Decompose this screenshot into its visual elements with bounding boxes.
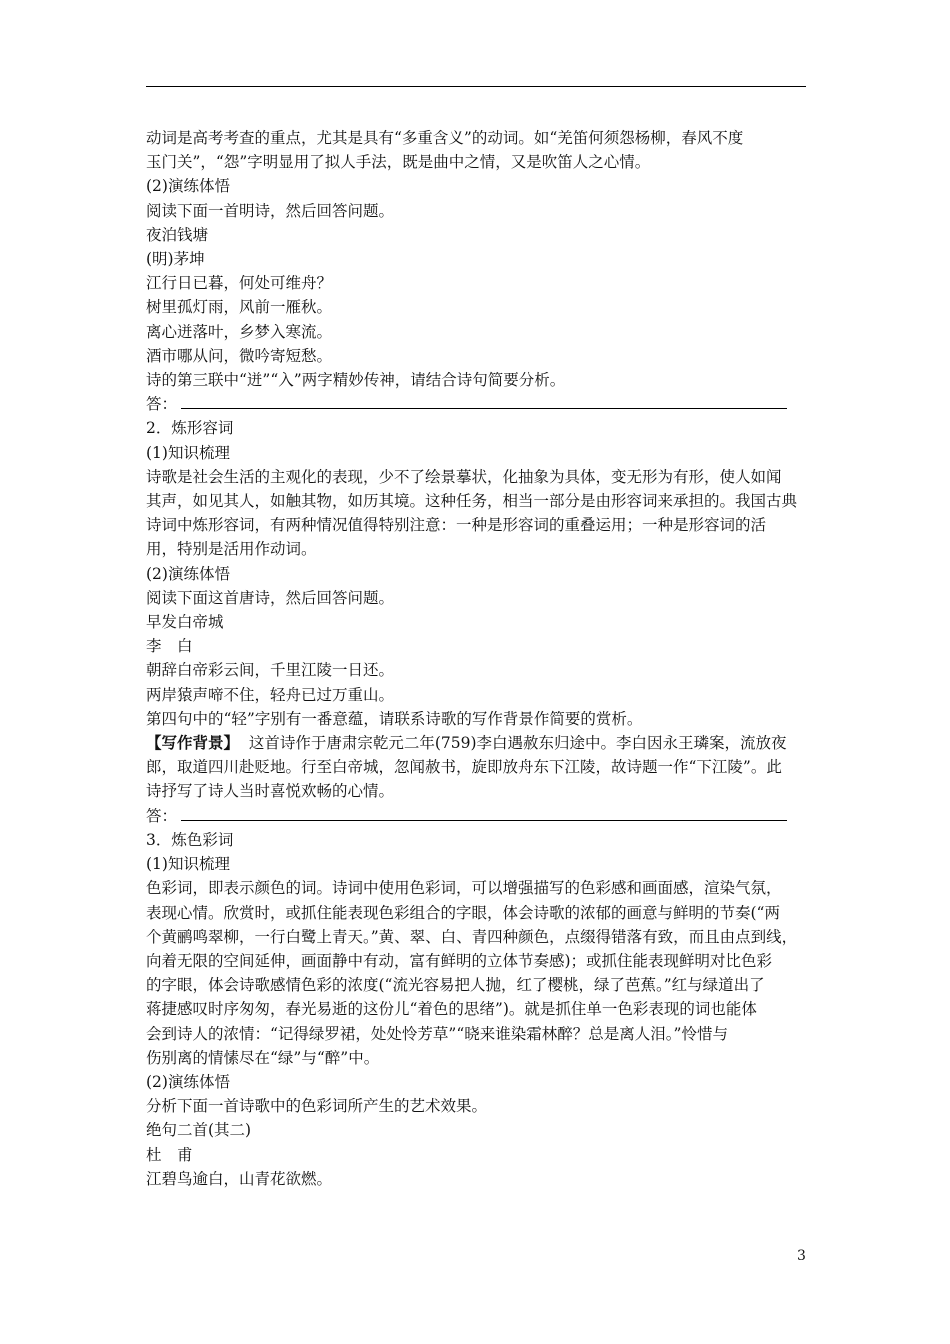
- section-subheading: (1)知识梳理: [146, 855, 230, 874]
- poem-line: 酒市哪从问，微吟寄短愁。: [146, 346, 333, 365]
- header-rule: [146, 86, 806, 87]
- paragraph-line: 伤别离的情愫尽在“绿”与“醉”中。: [146, 1048, 380, 1067]
- answer-blank[interactable]: [181, 393, 787, 409]
- poem-line: 朝辞白帝彩云间，千里江陵一日还。: [146, 661, 395, 680]
- page-body: [146, 126, 808, 1191]
- paragraph-line: 个黄鹂鸣翠柳，一行白鹭上青天。”黄、翠、白、青四种颜色，点缀得错落有致，而且由点到线，: [146, 927, 798, 946]
- poem-line: 树里孤灯雨，风前一雁秋。: [146, 298, 333, 317]
- paragraph-line: 表现心情。欣赏时，或抓住能表现色彩组合的字眼，体会诗歌的浓郁的画意与鲜明的节奏(“两: [146, 903, 780, 922]
- page-number: 3: [797, 1248, 806, 1264]
- paragraph-line: 的字眼，体会诗歌感情色彩的浓度(“流光容易把人抛，红了樱桃，绿了芭蕉。”红与绿道出了: [146, 976, 765, 995]
- paragraph-line: 蒋捷感叹时序匆匆，春光易逝的这份儿“着色的思绪”)。就是抓住单一色彩表现的词也能体: [146, 1000, 757, 1019]
- background-line: 诗抒写了诗人当时喜悦欢畅的心情。: [146, 782, 395, 801]
- poem-title: 早发白帝城: [146, 613, 224, 632]
- background-line: [146, 731, 808, 755]
- poem-line: 江行日已暮，何处可维舟？: [146, 274, 333, 293]
- paragraph-line: 其声，如见其人，如触其物，如历其境。这种任务，相当一部分是由形容词来承担的。我国古典: [146, 492, 798, 511]
- instruction-text: 阅读下面这首唐诗，然后回答问题。: [146, 588, 395, 607]
- poem-title: 夜泊钱塘: [146, 225, 209, 244]
- section-heading: 3．炼色彩词: [146, 830, 234, 849]
- section-subheading: (2)演练体悟: [146, 1072, 230, 1091]
- section-subheading: (2)演练体悟: [146, 564, 230, 583]
- paragraph-line: 诗词中炼形容词，有两种情况值得特别注意：一种是形容词的重叠运用；一种是形容词的活: [146, 516, 767, 535]
- question-text: 诗的第三联中“迸”“入”两字精妙传神，请结合诗句简要分析。: [146, 371, 566, 390]
- poem-line: 两岸猿声啼不住，轻舟已过万重山。: [146, 685, 395, 704]
- paragraph-line: 色彩词，即表示颜色的词。诗词中使用色彩词，可以增强描写的色彩感和画面感，渲染气氛，: [146, 879, 782, 898]
- answer-line: [146, 804, 808, 828]
- poem-author: 李 白: [146, 637, 193, 656]
- answer-label: 答：: [146, 806, 178, 825]
- background-line: 郎，取道四川赴贬地。行至白帝城，忽闻赦书，旋即放舟东下江陵，故诗题一作“下江陵”。此: [146, 758, 782, 777]
- section-subheading: (1)知识梳理: [146, 443, 230, 462]
- poem-title: 绝句二首(其二): [146, 1121, 252, 1140]
- poem-author: 杜 甫: [146, 1145, 193, 1164]
- poem-author: (明)茅坤: [146, 250, 205, 269]
- paragraph-line: 动词是高考考查的重点，尤其是具有“多重含义”的动词。如“羌笛何须怨杨柳，春风不度: [146, 129, 744, 147]
- answer-label: 答：: [146, 395, 178, 414]
- answer-line: [146, 392, 808, 416]
- paragraph-line: 玉门关”，“怨”字明显用了拟人手法，既是曲中之情，又是吹笛人之心情。: [146, 153, 651, 172]
- paragraph-line: 会到诗人的浓情：“记得绿罗裙，处处怜芳草”“晓来谁染霜林醉？总是离人泪。”怜惜与: [146, 1024, 728, 1043]
- poem-line: 江碧鸟逾白，山青花欲燃。: [146, 1169, 333, 1188]
- instruction-text: 分析下面一首诗歌中的色彩词所产生的艺术效果。: [146, 1097, 488, 1116]
- background-text: 这首诗作于唐肃宗乾元二年(759)李白遇赦东归途中。李白因永王璘案，流放夜: [248, 734, 787, 753]
- paragraph-line: 用，特别是活用作动词。: [146, 540, 317, 559]
- section-heading: 2．炼形容词: [146, 419, 234, 438]
- question-text: 第四句中的“轻”字别有一番意蕴，请联系诗歌的写作背景作简要的赏析。: [146, 709, 643, 728]
- background-label: 【写作背景】: [146, 733, 240, 753]
- paragraph-line: 向着无限的空间延伸，画面静中有动，富有鲜明的立体节奏感)；或抓住能表现鲜明对比色彩: [146, 951, 773, 970]
- section-subheading: (2)演练体悟: [146, 177, 230, 196]
- paragraph-line: 诗歌是社会生活的主观化的表现，少不了绘景摹状，化抽象为具体，变无形为有形，使人如闻: [146, 467, 782, 486]
- poem-line: 离心迸落叶，乡梦入寒流。: [146, 322, 333, 341]
- answer-blank[interactable]: [181, 805, 787, 821]
- instruction-text: 阅读下面一首明诗，然后回答问题。: [146, 201, 395, 220]
